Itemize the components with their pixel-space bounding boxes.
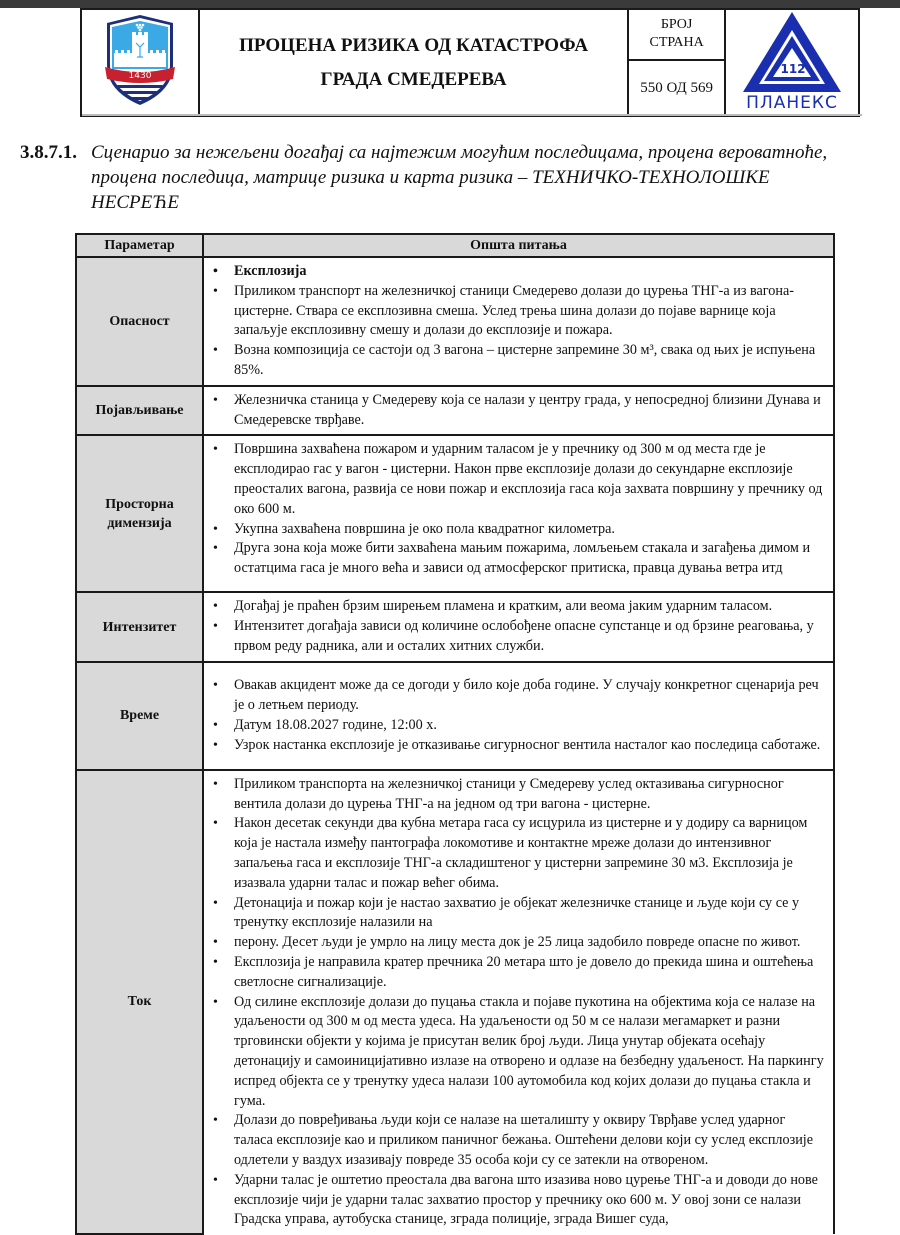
row-content-time bbox=[203, 662, 834, 770]
list-item: • перону. Десет људи је умрло на лицу места док је 25 лица задобило повреде опасне по живот. bbox=[210, 933, 825, 953]
planeks-number: 112 bbox=[780, 62, 806, 76]
list-item: • Друга зона која може бити захваћена мањим пожарима, ломљењем стакала и загађења димом и остатцима гаса је много већа и зависи од атмосферског притиска, правца дувања ветра итд bbox=[210, 539, 825, 579]
viewer-top-bar bbox=[0, 0, 900, 8]
list-item: • Након десетак секунди два кубна метара гаса су исцурила из цистерне и у додиру са варницом која је настала између пантографа локомотиве и контактне мреже долази до интензивног запаљења гаса и експлозије ТНГ-а складиштеног у цистерни запремине 30 м3. Експлозија је изазвала ударни талас и пожар већег обима. bbox=[210, 814, 825, 893]
row-label-spatial-dimension: Просторна димензија bbox=[76, 435, 203, 592]
list-item: • Интензитет догађаја зависи од количине ослобођене опасне супстанце и од брзине реаговања, у првом реду радника, али и осталих хитних служби. bbox=[210, 617, 825, 657]
row-label-intensity: Интензитет bbox=[76, 592, 203, 661]
list-item: • Ударни талас је оштетио преостала два вагона што изазива ново цурење ТНГ-а и доводи до нове експлозије чији је ударни талас захватио простор у пречнику око 600 м. У овој зони се налази Градска управа, аутобуска станице, зграда полиције, зграда Вишег суда, bbox=[210, 1171, 825, 1230]
list-item: • Површина захваћена пожаром и ударним таласом је у пречнику од 300 м од места где је експлодирао гас у вагон - цистерни. Након прве експлозије долази до секундарне експлозије преосталих вагона, развија се нови пожар и експлозија гаса која захвата површину у пречнику од око 600 м. bbox=[210, 440, 825, 519]
city-logo-cell bbox=[81, 9, 199, 116]
row-content-course bbox=[203, 770, 834, 1234]
table-row-intensity bbox=[76, 592, 834, 661]
list-item: • Детонација и пожар који је настао захватио је објекат железничке станице и људе који су се у тренутку експлозије налазили на bbox=[210, 894, 825, 934]
list-item: • Експлозија је направила кратер пречника 20 метара што је довело до прекида шина и оштећења светлосне сигнализације. bbox=[210, 953, 825, 993]
row-content-occurrence bbox=[203, 386, 834, 436]
list-item: • Од силине експлозије долази до пуцања стакла и појаве пукотина на објектима која се налазе на удаљености од 300 м од места удеса. На удаљености од 50 м се налази мегамаркет и разни трговински објекти у којима је присутан велик број људи. Лица унутар објеката осећају детонацију и самоиницијативно излазе на отворено и одлазе на безбедну удаљеност. На паркингу испред објекта се у тренутку удеса налази 100 аутомобила код којих долази до пуцања стакла и гума. bbox=[210, 993, 825, 1112]
row-label-occurrence: Појављивање bbox=[76, 386, 203, 436]
company-logo-cell bbox=[725, 9, 859, 116]
title-line-1: ПРОЦЕНА РИЗИКА ОД КАТАСТРОФА bbox=[239, 34, 589, 56]
row-content-hazard bbox=[203, 257, 834, 386]
list-item: • Железничка станица у Смедереву која се налази у центру града, у непосредној близини Дунава и Смедеревске тврђаве. bbox=[210, 391, 825, 431]
list-item: • Датум 18.08.2027 године, 12:00 х. bbox=[210, 716, 825, 736]
table-row-spatial-dimension bbox=[76, 435, 834, 592]
document-header bbox=[80, 8, 860, 117]
list-item: • Долази до повређивања људи који се налазе на шеталишту у оквиру Тврђаве услед ударног таласа експлозије као и приликом паничног бежања. Оштећени делови који су услед експлозије одлетели у ваздух изазивају повреде 35 особа који су се затекли на отвореном. bbox=[210, 1111, 825, 1170]
header-shadow bbox=[82, 114, 862, 116]
smederevo-coat-of-arms-icon bbox=[103, 13, 177, 107]
list-item: • Укупна захваћена површина је око пола квадратног километра. bbox=[210, 520, 825, 540]
page-count-label-line-1: БРОЈ bbox=[660, 17, 693, 33]
planeks-triangle-icon bbox=[737, 10, 847, 110]
list-item: • Приликом транспорт на железничкој станици Смедерево долази до цурења ТНГ-а из вагона- цистерне. Ствара се експлозивна смеша. Услед трења шина долази до појаве варнице која запаљује експлозивну смешу и долази до експлозије и пожара. bbox=[210, 282, 825, 341]
list-item: • Догађај је праћен брзим ширењем пламена и кратким, али веома јаким ударним таласом. bbox=[210, 597, 825, 617]
row-content-intensity bbox=[203, 592, 834, 661]
document-title bbox=[199, 9, 628, 116]
list-item: • Приликом транспорта на железничкој станици у Смедереву услед октазивања сигурносног вентила долази до цурења ТНГ-а на једном од три вагона - цистерне. bbox=[210, 775, 825, 815]
page-count-label-line-2: СТРАНА bbox=[649, 35, 704, 51]
table-header-row bbox=[76, 234, 834, 257]
column-header-parameter: Параметар bbox=[76, 234, 203, 257]
list-item: • Експлозија bbox=[210, 262, 825, 282]
list-item: • Узрок настанка експлозије је отказивање сигурносног вентила насталог као последица саботаже. bbox=[210, 736, 825, 756]
planeks-name: ПЛАНЕКС bbox=[746, 93, 838, 110]
page-count-value: 550 ОД 569 bbox=[628, 60, 725, 116]
list-item: • Овакав акцидент може да се догоди у било које доба године. У случају конкретног сценарија реч је о летњем периоду. bbox=[210, 676, 825, 716]
column-header-general-questions: Општа питања bbox=[203, 234, 834, 257]
table-row-hazard bbox=[76, 257, 834, 386]
list-item: • Возна композиција се састоји од 3 вагона – цистерне запремине 30 м³, свака од њих је испуњена 85%. bbox=[210, 341, 825, 381]
scenario-table bbox=[75, 233, 835, 1235]
row-label-time: Време bbox=[76, 662, 203, 770]
row-content-spatial-dimension bbox=[203, 435, 834, 592]
section-number: 3.8.7.1. bbox=[20, 142, 77, 163]
table-row-course bbox=[76, 770, 834, 1234]
section-title: Сценарио за нежељени догађај са најтежим могућим последицама, процена вероватноће, процена последица, матрице ризика и карта ризика – ТЕХНИЧКО-ТЕХНОЛОШКЕ НЕСРЕЋЕ bbox=[91, 142, 828, 213]
table-row-time bbox=[76, 662, 834, 770]
title-line-2: ГРАДА СМЕДЕРЕВА bbox=[320, 68, 507, 90]
page-count-label bbox=[628, 9, 725, 60]
row-label-hazard: Опасност bbox=[76, 257, 203, 386]
city-logo-year: 1430 bbox=[128, 71, 152, 81]
table-row-occurrence bbox=[76, 386, 834, 436]
row-label-course: Ток bbox=[76, 770, 203, 1234]
